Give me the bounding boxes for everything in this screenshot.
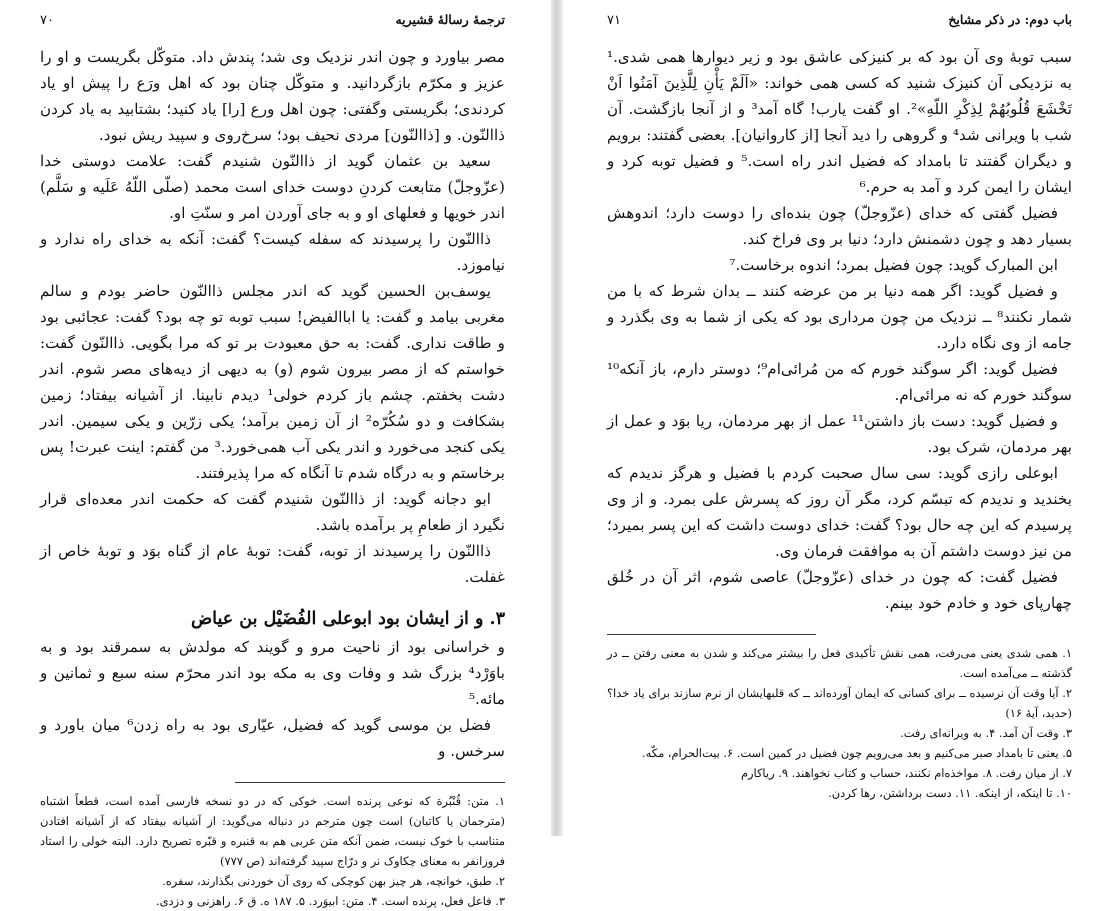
footnote: ۵. یعنی تا بامداد صبر می‌کنیم و بعد می‌رویم چون فضیل در کمین است. ۶. بیت‌الحرام، مکّه. [642, 746, 1072, 760]
footnotes [40, 791, 505, 911]
paragraph: ابو دجانه گوید: از ذاالنّون شنیدم گفت که حکمت اندر معده‌ای قرار نگیرد از طعامِ پر برآمده باشد. [40, 490, 505, 534]
paragraph: فضیل گفت: که چون در خدای (عزّوجلّ) عاصی شوم، اثر آن در خُلق چهارپای خود و خادم خود بینم. [607, 568, 1072, 612]
left-page [0, 0, 551, 908]
running-head [40, 10, 505, 44]
paragraph: ذاالنّون را پرسیدند از توبه، گفت: توبهٔ عام از گناه بوَد و توبهٔ خاص از غفلت. [40, 542, 505, 586]
paragraph: فضیل گوید: اگر سوگند خورم که من مُرائی‌ام⁹؛ دوستر دارم، باز آنکه¹⁰ سوگند خورم که نه مرائی‌ام. [607, 360, 1072, 404]
footnote: ۳. وقت آن آمد. ۴. به ویرانه‌ای رفت. [900, 726, 1072, 740]
paragraph: و خراسانی بود از ناحیت مرو و گویند که مولدش به سمرقند بود و به باوَرْد⁴ بزرگ شد و وفات وی به مکه بود اندر محرّم سنه سبع و ثمانین و مائه.⁵ [40, 638, 505, 708]
paragraph: و فضیل گوید: دست باز داشتن¹¹ عمل از بهر مردمان، ریا بوَد و عمل از بهر مردمان، شرک بود. [607, 412, 1072, 456]
paragraph: ابن المبارک گوید: چون فضیل بمرد؛ اندوه برخاست.⁷ [729, 256, 1058, 274]
paragraph: سعید بن عثمان گوید از ذاالنّون شنیدم گفت: علامت دوستی خدا (عزّوجلّ) متابعت کردنِ دوست خدای است محمد (صلّی اللّهُ عَلَیه و سَلَّم) اندر خویها و فعلهای او و به جای آوردن امر و سنّتِ او. [40, 152, 505, 222]
page-number: ۷۰ [40, 13, 54, 28]
paragraph: و فضیل گوید: اگر همه دنیا بر من عرضه کنند ــ بدان شرط که با من شمار نکنند⁸ ــ نزدیک من چون مرداری بود که یکی از شما به وی بگذرد و جامه از وی نگاه دارد. [607, 282, 1072, 352]
section-heading: ۳. و از ایشان بود ابوعلی الفُضَیْل بن عیاض [191, 609, 505, 629]
paragraph: ذاالنّون را پرسیدند که سفله کیست؟ گفت: آنکه به خدای راه ندارد و نیاموزد. [40, 230, 505, 274]
paragraph: سبب توبهٔ وی آن بود که بر کنیزکی عاشق بود و زیر دیوارها همی شدی.¹ به نزدیکی آن کنیزک شنید که کسی همی خواند: «اَلَمْ یَأْنِ لِلَّذِینَ آمَنُوا اَنْ تَخْشَعَ قُلُوبُهُمْ لِذِکْرِ اللّهِ»². او گفت یارب! گاه آمد³ و از آنجا بازگشت. آن شب با ویرانی شد⁴ و گروهی را دید آنجا [از کاروانیان]. بعضی گفتند: برویم و دیگران گفتند تا بامداد که فضیل اندر راه است.⁵ و فضیل توبه کرد و ایشان را ایمن کرد و آمد به حرم.⁶ [607, 48, 1072, 196]
paragraph: مصر بیاورد و چون اندر نزدیک وی شد؛ پندش داد. متوکّل بگریست و او را عزیز و مکرّم بازگردانید. و متوکّل چنان بود که اهل ورَع را پیش او یاد کردندی؛ بگریستی وگفتی: چون اهل ورع [را] یاد کنید؛ بشتابید به یاد کردن ذاالنّون. و [ذاالنّون] مردی نحیف بود؛ سرخ‌روی و سپید ریش نبود. [40, 48, 505, 144]
running-head [607, 10, 1072, 44]
footnote: ۱. همی شدی یعنی می‌رفت، همی نقش تأکیدی فعل را بیشتر می‌کند و شدن به معنی رفتن ــ در گذشته ــ می‌آمده است. [607, 646, 1072, 680]
footnote: ۱. متن: قُنْبُرة که نوعی پرنده است. خوکی که در دو نسخه فارسی آمده است، قطعاً اشتباه (مترجمان یا کاتبان) است چون مترجم در دنباله می‌گوید: از آشیانه بیفتاد که از آشیانه افتادن متناسب با خوک نیست، ضمن آنکه متن عربی هم به قنبره و قبّره تصریح دارد. البته خولی را استاد فروزانفر به معنای چکاوک نر و درّاج سپید گرفته‌اند (ص ۷۷۷) [40, 794, 505, 868]
footnote-divider [607, 634, 816, 635]
body-text [607, 44, 1072, 616]
right-page [563, 0, 1114, 836]
paragraph: ابوعلی رازی گوید: سی سال صحبت کردم با فضیل و هرگز ندیدم که بخندید و ندیدم که تبسّم کرد، مگر آن روز که پسرش علی بمرد. و از وی پرسیدم که این چه حال بود؟ گفت: خدای دوست داشت که این پسر بمیرد؛ من نیز دوست داشتم آن به موافقت فرمان وی. [607, 464, 1072, 560]
footnote: ۷. از میان رفت. ۸. مواخذه‌ام نکنند، حساب و کتاب نخواهند. ۹. ریاکارم [740, 766, 1072, 780]
paragraph: یوسف‌بن الحسین گوید که اندر مجلس ذاالنّون حاضر بودم و سالم مغربی بیامد و گفت: یا اباالفیض! سبب توبه تو چه بود؟ گفت: عجائبی بود و طاقت نداری. گفت: به حق معبودت بر تو که مرا بگویی. ذاالنّون گفت: خواستم که از مصر بیرون شوم (و) به دیهی از دیه‌های مصر شوم. اندر دشت بخفتم. چشم باز کردم خولی¹ دیدم نابینا. از آشیانه بیفتاد؛ زمین بشکافت و دو سُکُرّه² از آن زمین برآمد؛ یکی زرّین و یکی سیمین. اندر یکی کنجد می‌خورد و اندر یکی آب همی‌خورد.³ من گفتم: اینت عبرت! پس برخاستم و به درگاه شدم تا آنگاه که مرا پذیرفتند. [40, 282, 506, 482]
footnote: ۲. آیا وقت آن نرسیده ــ برای کسانی که ایمان آورده‌اند ــ که قلبهایشان از نرم سازند برای یاد خدا؟ (حدید، آیهٔ ۱۶) [607, 686, 1072, 720]
footnote-divider [235, 782, 505, 783]
book-gutter [551, 0, 563, 836]
running-head-title: باب دوم: در ذکر مشایخ [948, 12, 1072, 27]
footnote: ۲. طبق، خوانچه، هر چیز بهن کوچکی که روی آن خوردنی بگذارند، سفره. [162, 874, 505, 888]
footnotes [607, 643, 1072, 803]
footnote: ۱۰. تا اینکه، از اینکه. ۱۱. دست برداشتن، رها کردن. [828, 786, 1072, 800]
running-head-title: ترجمهٔ رسالهٔ قشیریه [395, 12, 505, 27]
page-number: ۷۱ [607, 13, 621, 28]
footnote: ۳. فاعل فعل، پرنده است. ۴. متن: ابیوَرد. ۵. ۱۸۷ ه. ق ۶. راهزنی و دزدی. [156, 894, 505, 908]
body-text [40, 44, 505, 764]
paragraph: فضل بن موسی گوید که فضیل، عیّاری بود به راه زدن⁶ میان باورد و سرخس. و [40, 716, 505, 760]
paragraph: فضیل گفتی که خدای (عزّوجلّ) چون بنده‌ای را دوست دارد؛ اندوهش بسیار دهد و چون دشمنش دارد؛ دنیا بر وی فراخ کند. [607, 204, 1072, 248]
